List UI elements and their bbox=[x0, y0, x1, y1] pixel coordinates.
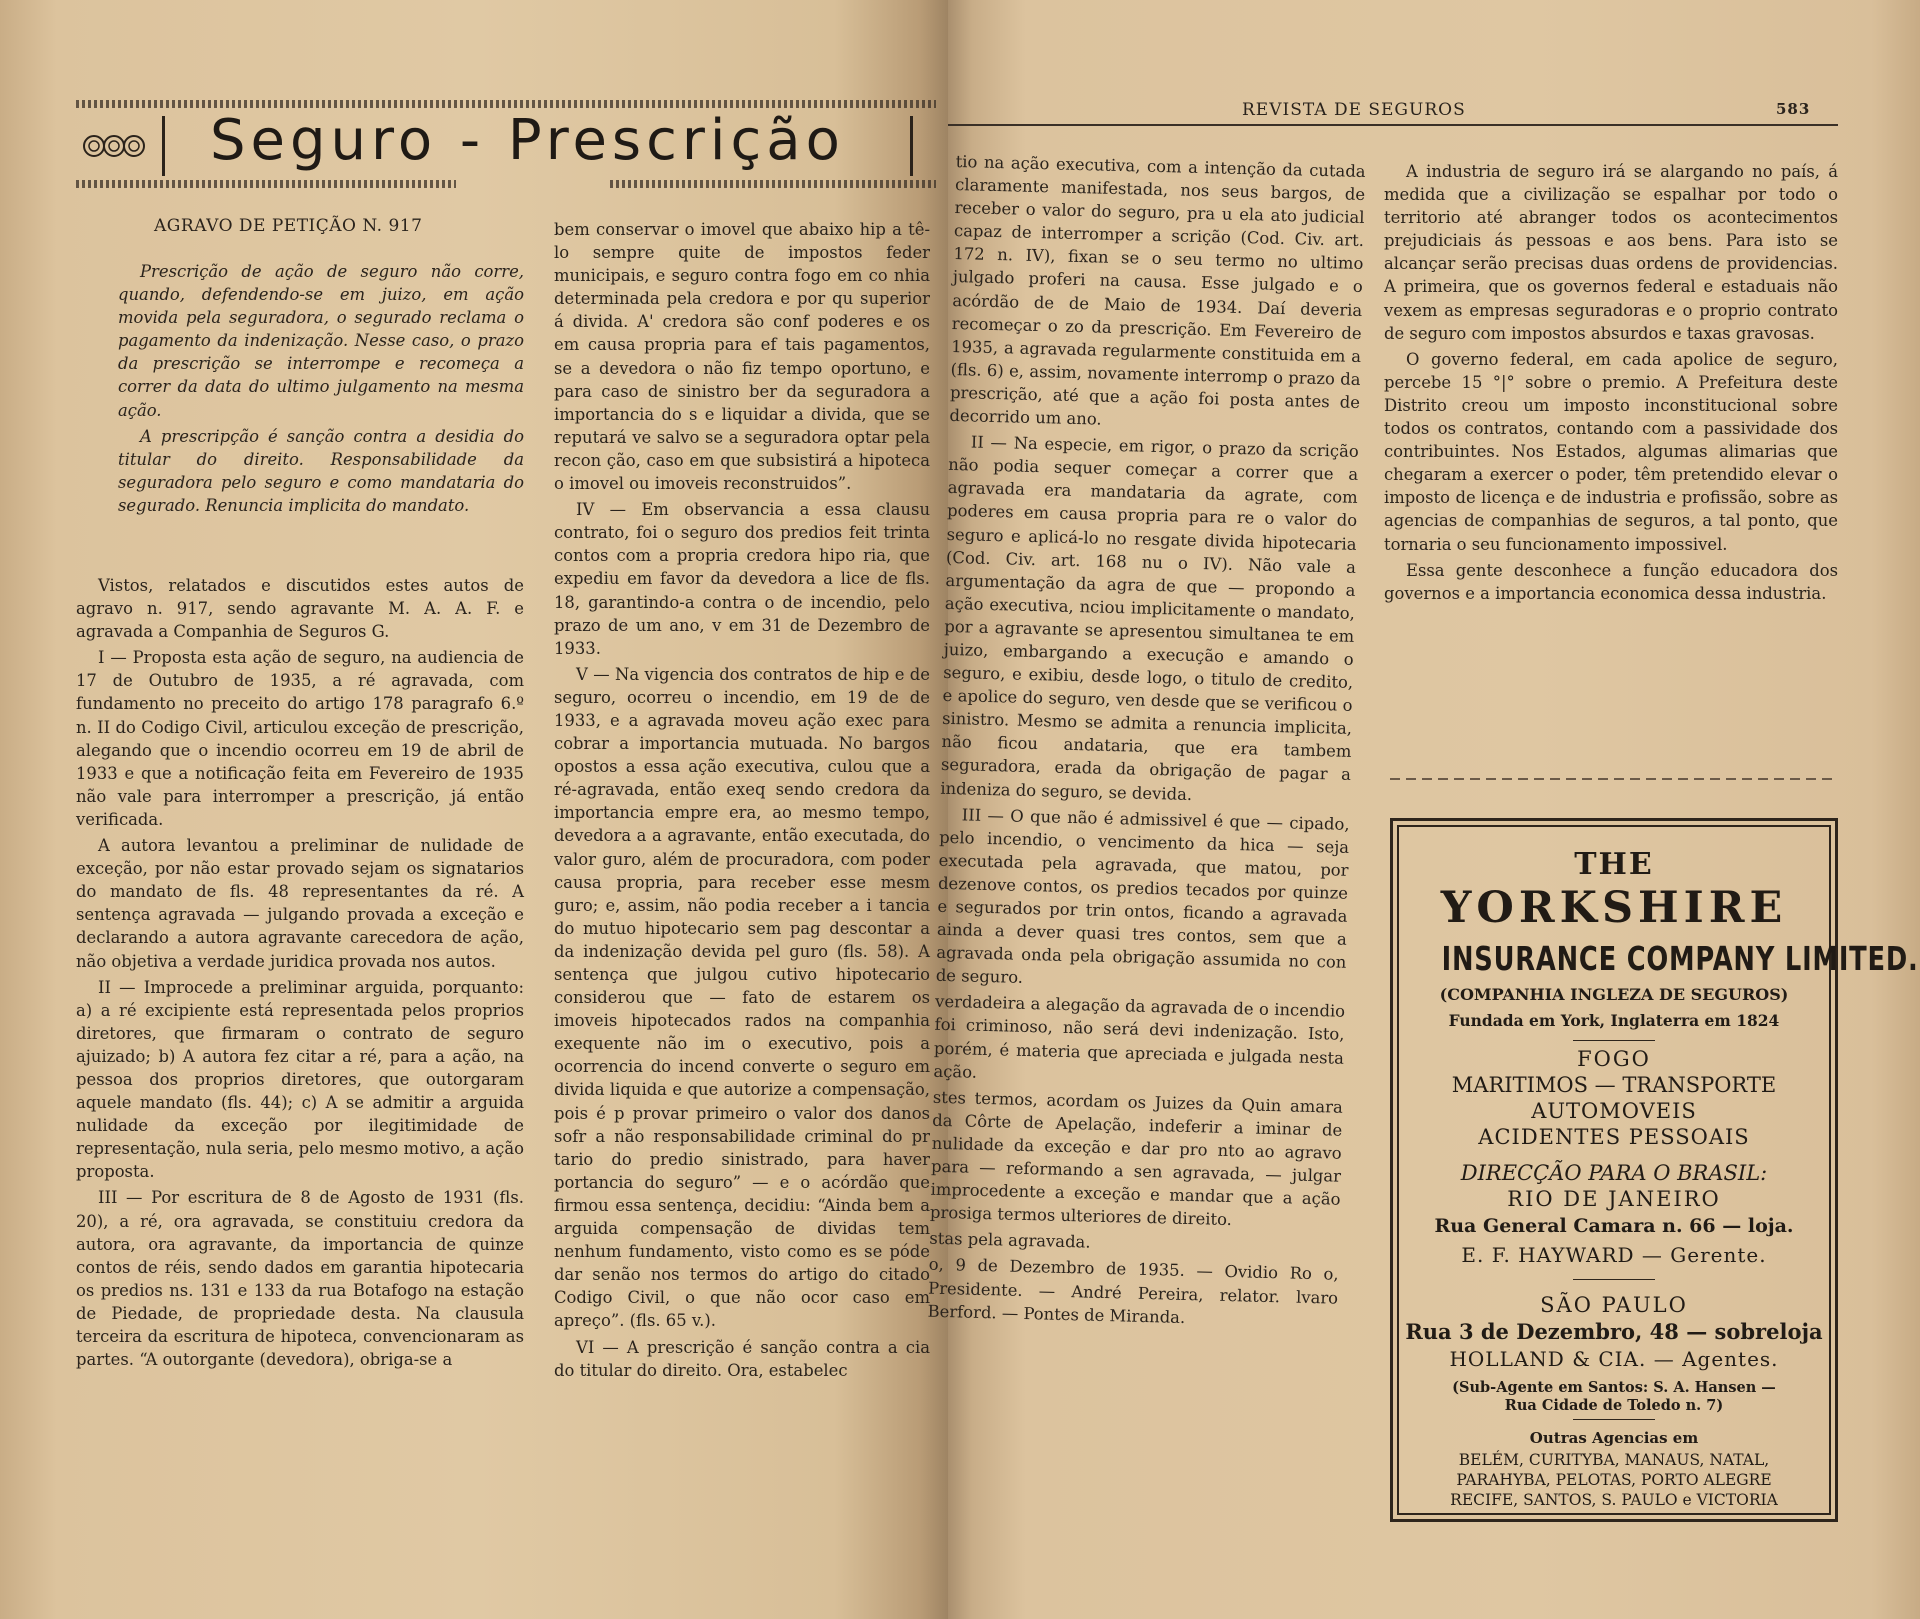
ad-cities: RECIFE, SANTOS, S. PAULO e VICTORIA bbox=[1450, 1491, 1778, 1509]
body-paragraph: III — O que não é admissivel é que — cipado, pelo incendio, o vencimento da hica — seja executada pela agravada, que matou, por dezenove contos, os predios tecados por quinze e segurados por trin ontos, ficando a agravada ainda a dever quasi tres contos, sem que a agravada onda pela obrigação assumida no con de seguro. bbox=[935, 804, 1350, 988]
body-paragraph: stas pela agravada. bbox=[929, 1228, 1091, 1252]
top-wave-rule bbox=[76, 100, 936, 108]
yorkshire-advertisement bbox=[1390, 818, 1919, 1522]
body-paragraph: bem conservar o imovel que abaixo hip a tê-lo sempre quite de impostos feder municipais, e seguro contra fogo em co nhia determinada pela credora e por qu superior á divida. A' credora são conf poderes e os em causa propria para ef tais pagamentos, se a devedora o não fiz tempo oportuno, e para caso de sinistro ber da seguradora a importancia do s e liquidar a divida, que se reputará ve salvo se a seguradora optar pela recon ção, caso em que subsistirá a hipoteca o imovel ou imoveis reconstruidos”. bbox=[554, 220, 930, 494]
ad-cities: BELÉM, CURITYBA, MANAUS, NATAL, bbox=[1458, 1451, 1770, 1469]
page-number: 583 bbox=[1776, 100, 1811, 118]
body-paragraph: I — Proposta esta ação de seguro, na audiencia de 17 de Outubro de 1935, a ré agravada, com fundamento no preceito do artigo 178 paragrafo 6.º n. II do Codigo Civil, articulou exceção de prescrição, alegando que o incendio ocorreu em 19 de abril de 1933 e que a notificação feita em Fevereiro de 1935 não vale para interromper a prescrição, já então verificada. bbox=[76, 648, 524, 829]
body-paragraph: II — Improcede a preliminar arguida, porquanto: a) a ré excipiente está representada pelos proprios diretores, que firmaram o contrato de seguro ajuizado; b) A autora fez citar a ré, para a ação, na pessoa dos proprios diretores, que outorgaram aquele mandato (fls. 44); c) A se admitir a arguida nulidade da exceção por ilegitimidade de representação, nula seria, pelo mesmo motivo, a ação proposta. bbox=[76, 977, 524, 1182]
ad-company-type: INSURANCE COMPANY LIMITED. bbox=[1441, 939, 1919, 978]
ad-cities: PARAHYBA, PELOTAS, PORTO ALEGRE bbox=[1456, 1471, 1772, 1489]
body-paragraph: Vistos, relatados e discutidos estes autos de agravo n. 917, sendo agravante M. A. A. F. e agravada a Companhia de Seguros G. bbox=[76, 576, 524, 642]
headline-underline-right bbox=[610, 180, 936, 188]
ornament-icon bbox=[82, 130, 154, 162]
column-1 bbox=[76, 574, 524, 1374]
ad-sp-address: Rua 3 de Dezembro, 48 — sobreloja bbox=[1405, 1319, 1823, 1344]
summary-paragraph: A prescripção é sanção contra a desidia do titular do direito. Responsabilidade da seguradora pelo seguro e como mandataria do segurado. Renuncia implicita do mandato. bbox=[118, 426, 524, 515]
ad-rio-address: Rua General Camara n. 66 — loja. bbox=[1434, 1215, 1794, 1237]
summary-paragraph: Prescrição de ação de seguro não corre, quando, defendendo-se em juizo, em ação movida pela seguradora, o segurado reclama o pagamento da indenização. Nesse caso, o prazo da prescrição se interrompe e recomeça a correr da data do ultimo julgamento na mesma ação. bbox=[118, 262, 524, 420]
ad-direccao: DIRECÇÃO PARA O BRASIL: bbox=[1460, 1161, 1768, 1185]
ad-company-name: YORKSHIRE bbox=[1440, 883, 1788, 933]
running-head: REVISTA DE SEGUROS bbox=[1242, 100, 1466, 120]
body-paragraph: IV — Em observancia a essa clausu contrato, foi o seguro dos predios feit trinta contos com a propria credora hipo ria, que expediu em favor da devedora a lice de fls. 18, garantindo-a contra o de incendio, pelo prazo de um ano, v em 31 de Dezembro de 1933. bbox=[554, 500, 930, 658]
left-page bbox=[0, 0, 948, 1619]
ad-founded: Fundada em York, Inglaterra em 1824 bbox=[1448, 1011, 1780, 1030]
body-paragraph: tio na ação executiva, com a intenção da cutada claramente manifestada, nos seus bargos, de receber o valor do seguro, pra u ela ato judicial capaz de interromper a scrição (Cod. Civ. art. 172 n. IV), fixan se o seu termo no ultimo julgado proferi na causa. Esse julgado e o acórdão de de Maio de 1934. Daí deveria recomeçar o zo da prescrição. Em Fevereiro de 1935, a agravada regularmente constituida em a (fls. 6) e, assim, novamente interromp o prazo da prescrição, até que a ação foi posta antes de decorrido um ano. bbox=[949, 151, 1366, 429]
body-paragraph: A autora levantou a preliminar de nulidade de exceção, por não estar provado sejam os signatarios do mandato de fls. 48 representantes da ré. A sentença agravada — julgando provada a exceção e declarando a autora agravante carecedora de ação, não objetiva a verdade juridica provada nos autos. bbox=[76, 836, 524, 971]
body-paragraph: A industria de seguro irá se alargando no país, á medida que a civilização se espalhar por todo o territorio até abranger todos os acontecimentos prejudiciais ás pessoas e aos bens. Para isto se alcançar serão precisas duas ordens de providencias. A primeira, que os governos federal e estaduais não vexem as empresas seguradoras e o proprio contrato de seguro com impostos absurdos e taxas gravosas. bbox=[1384, 162, 1838, 343]
ad-other-agencies: Outras Agencias em bbox=[1529, 1429, 1699, 1447]
ad-sp-agents: HOLLAND & CIA. — Agentes. bbox=[1449, 1347, 1779, 1371]
section-divider bbox=[1390, 778, 1838, 780]
headline-bar-left bbox=[162, 116, 165, 176]
body-paragraph: Essa gente desconhece a função educadora dos governos e a importancia economica dessa industria. bbox=[1384, 560, 1838, 603]
body-paragraph: o, 9 de Dezembro de 1935. — Ovidio Ro o, Presidente. — André Pereira, relator. lvaro Berford. — Pontes de Miranda. bbox=[927, 1255, 1339, 1327]
column-4 bbox=[1384, 160, 1838, 608]
body-paragraph: O governo federal, em cada apolice de seguro, percebe 15 °|° sobre o premio. A Prefeitura deste Distrito creou um imposto inconstitucional sobre todos os contratos, contando com a passividade dos contribuintes. Nos Estados, algumas alimarias que chegaram a exercer o poder, têm pretendido elevar o imposto de licença e de industria e profissão, sobre as agencias de companhias de seguros, a tal ponto, que tornaria o seu funcionamento impossivel. bbox=[1384, 349, 1838, 554]
ad-line-automoveis: AUTOMOVEIS bbox=[1531, 1099, 1697, 1123]
body-paragraph: V — Na vigencia dos contratos de hip e de seguro, ocorreu o incendio, em 19 de de 1933, e a agravada moveu ação exec para cobrar a importancia mutuada. No bargos opostos a essa ação executiva, culou que a ré-agravada, então exeq sendo credora da importancia empre era, ao mesmo tempo, devedora a a agravante, então executada, do valor guro, além de procuradora, com poder causa propria, para receber esse mesm guro; e, assim, não podia receber a i tancia do mutuo hipotecario sem pag descontar a da indenização devida pel guro (fls. 58). A sentença que julgou cutivo hipotecario considerou que — fato de estarem os imoveis hipotecados rados na companhia exequente não im o executivo, pois a ocorrencia do incend converte o seguro em divida liquida e que autorize a compensação, pois é p provar primeiro o valor dos danos sofr a não responsabilidade criminal do pr tario do predio sinistrado, para haver portancia do seguro” — e o acórdão que firmou essa sentença, decidiu: “Ainda bem a arguida compensação de dividas tem nenhum fundamento, visto como es se póde dar senão nos termos do artigo do citado Codigo Civil, o que não ocor caso em apreço”. (fls. 65 v.). bbox=[554, 664, 930, 1331]
column-3 bbox=[927, 150, 1366, 1335]
body-paragraph: verdadeira a alegação da agravada de o incendio foi criminoso, não será devi indenização. Isto, porém, é materia que apreciada e julgada nesta ação. bbox=[933, 992, 1346, 1082]
headline-bar-right bbox=[910, 116, 913, 176]
header-rule bbox=[948, 124, 1838, 126]
ad-sao-paulo: SÃO PAULO bbox=[1540, 1293, 1688, 1317]
ad-divider bbox=[1573, 1419, 1655, 1420]
ad-the: THE bbox=[1574, 847, 1654, 882]
headline-underline-left bbox=[76, 180, 456, 188]
ad-divider bbox=[1573, 1279, 1655, 1280]
case-summary bbox=[118, 260, 524, 520]
body-paragraph: VI — A prescrição é sanção contra a cia do titular do direito. Ora, estabelec bbox=[554, 1337, 930, 1380]
ad-line-maritimos: MARITIMOS — TRANSPORTE bbox=[1451, 1073, 1777, 1097]
ad-divider bbox=[1573, 1040, 1655, 1041]
headline: Seguro - Prescrição bbox=[210, 108, 845, 173]
body-paragraph: stes termos, acordam os Juizes da Quin amara da Côrte de Apelação, indeferir a iminar de nulidade da exceção e dar pro nto ao agravo para — reformando a sen agravada, — julgar improcedente a exceção e mandar que a ação prosiga termos ulteriores de direito. bbox=[929, 1087, 1343, 1230]
body-paragraph: II — Na especie, em rigor, o prazo da scrição não podia sequer começar a correr que a agravada era mandataria da agrate, com poderes em causa propria para re o valor do seguro e aplicá-lo no resgate divida hipotecaria (Cod. Civ. art. 168 nu o IV). Não vale a argumentação da agra de que — propondo a ação executiva, nciou implicitamente o mandato, por a agravante se apresentou simultanea te em juizo, embargando a execução e amando o seguro, e exibiu, desde logo, o titulo de credito, e apolice do seguro, ven desde que se verificou o sinistro. Mesmo se admita a renuncia implicita, não ficou andataria, que era tambem seguradora, erada da obrigação de pagar a indeniza do seguro, se devida. bbox=[940, 432, 1359, 804]
ad-sub-agent-address: Rua Cidade de Toledo n. 7) bbox=[1504, 1397, 1724, 1414]
ad-subtitle: (COMPANHIA INGLEZA DE SEGUROS) bbox=[1439, 985, 1789, 1004]
ad-sub-agent: (Sub-Agente em Santos: S. A. Hansen — bbox=[1452, 1379, 1776, 1396]
body-paragraph: III — Por escritura de 8 de Agosto de 1931 (fls. 20), a ré, ora agravada, se constituiu credora da autora, ora agravante, da importancia de quinze contos de réis, sendo dados em garantia hipotecaria os predios ns. 131 e 133 da rua Botafogo na estação de Piedade, de propriedade desta. Na clausula terceira da escritura de hipoteca, convencionaram as partes. “A outorgante (devedora), obriga-se a bbox=[76, 1188, 524, 1370]
case-title: AGRAVO DE PETIÇÃO N. 917 bbox=[154, 216, 423, 236]
column-2 bbox=[554, 218, 930, 1385]
ad-line-acidentes: ACIDENTES PESSOAIS bbox=[1478, 1125, 1750, 1149]
ad-rio-manager: E. F. HAYWARD — Gerente. bbox=[1461, 1243, 1767, 1267]
ad-line-fogo: FOGO bbox=[1577, 1047, 1651, 1071]
ad-rio: RIO DE JANEIRO bbox=[1507, 1187, 1721, 1211]
